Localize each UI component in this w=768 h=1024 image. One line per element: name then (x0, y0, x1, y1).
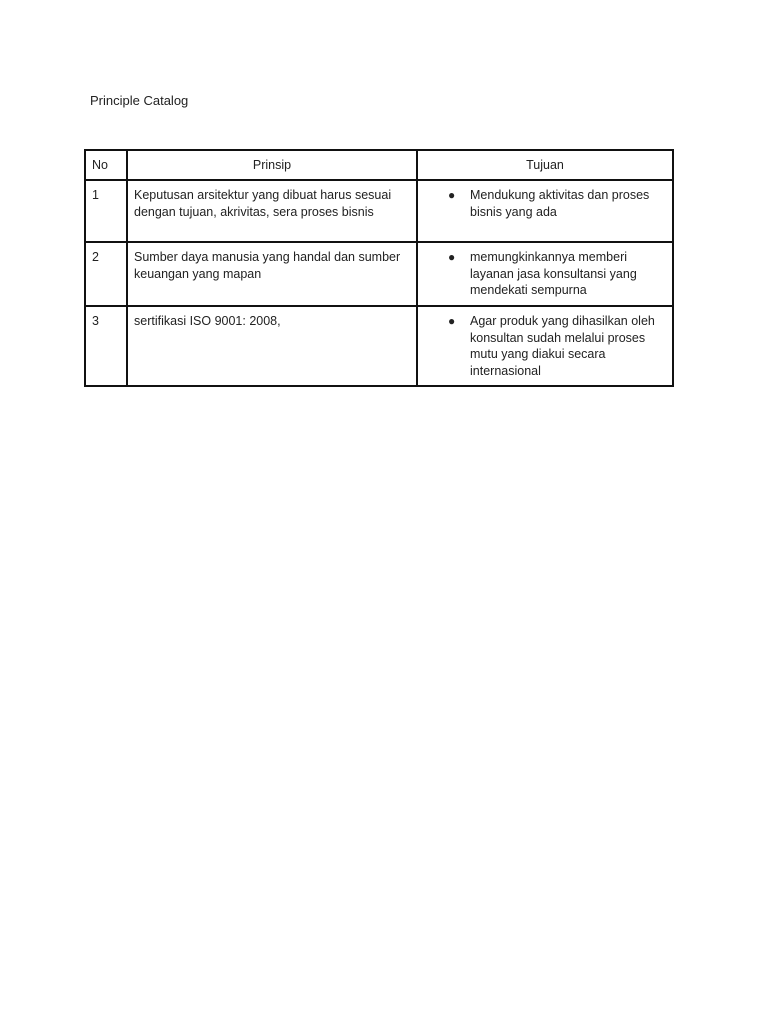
bullet-icon: ● (448, 314, 456, 328)
row-number: 3 (85, 306, 127, 386)
table-row (85, 242, 673, 306)
purpose-list-item (424, 187, 666, 220)
table-row (85, 180, 673, 242)
principle-cell: Sumber daya manusia yang handal dan sumber keuangan yang mapan (127, 242, 417, 306)
table-header-row (85, 150, 673, 180)
row-number: 2 (85, 242, 127, 306)
table-row (85, 306, 673, 386)
purpose-list-item (424, 249, 666, 299)
purpose-cell (417, 242, 673, 306)
header-no: No (85, 150, 127, 180)
purpose-text: Agar produk yang dihasilkan oleh konsultan sudah melalui proses mutu yang diakui secara internasional (470, 314, 655, 378)
row-number: 1 (85, 180, 127, 242)
purpose-text: Mendukung aktivitas dan proses bisnis yang ada (470, 188, 650, 219)
bullet-icon: ● (448, 188, 456, 202)
header-prinsip: Prinsip (127, 150, 417, 180)
purpose-text: memungkinkannya memberi layanan jasa konsultansi yang mendekati sempurna (470, 250, 637, 297)
purpose-list-item (424, 313, 666, 379)
purpose-cell (417, 180, 673, 242)
header-tujuan: Tujuan (417, 150, 673, 180)
bullet-icon: ● (448, 250, 456, 264)
document-title: Principle Catalog (90, 93, 189, 108)
purpose-cell (417, 306, 673, 386)
principle-catalog-table (84, 149, 674, 387)
principle-cell: sertifikasi ISO 9001: 2008, (127, 306, 417, 386)
principle-cell: Keputusan arsitektur yang dibuat harus sesuai dengan tujuan, akrivitas, sera proses bisnis (127, 180, 417, 242)
